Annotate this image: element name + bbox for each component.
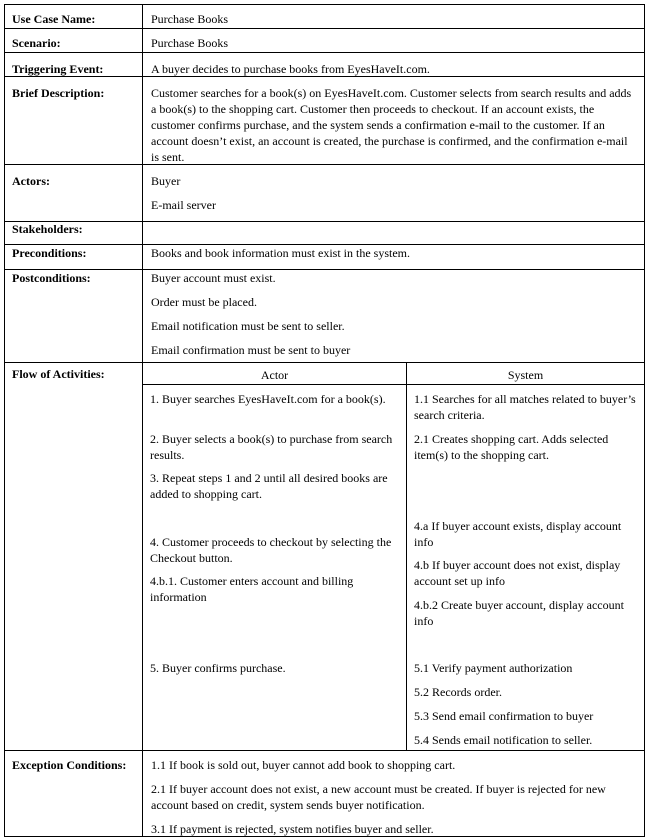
actors-label: Actors: bbox=[12, 174, 50, 188]
actor-item: Buyer bbox=[151, 174, 181, 188]
postcondition-item: Buyer account must exist. bbox=[151, 271, 276, 285]
flow-column-divider bbox=[406, 362, 407, 750]
triggering-event-value: A buyer decides to purchase books from EyesHaveIt.com. bbox=[151, 62, 430, 76]
flow-system-step: 5.3 Send email confirmation to buyer bbox=[414, 709, 594, 723]
flow-actor-step: 3. Repeat steps 1 and 2 until all desired books are added to shopping cart. bbox=[150, 471, 388, 501]
row-divider bbox=[5, 221, 644, 222]
flow-system-step: 4.b If buyer account does not exist, display account set up info bbox=[414, 558, 621, 588]
row-divider bbox=[5, 52, 644, 53]
brief-description-label: Brief Description: bbox=[12, 86, 105, 100]
flow-header-divider bbox=[142, 384, 644, 385]
use-case-table bbox=[4, 4, 645, 837]
flow-actor-step: 2. Buyer selects a book(s) to purchase from search results. bbox=[150, 432, 393, 462]
exception-item: 1.1 If book is sold out, buyer cannot add book to shopping cart. bbox=[151, 758, 456, 772]
flow-system-step: 5.1 Verify payment authorization bbox=[414, 661, 573, 675]
row-divider bbox=[5, 28, 644, 29]
exception-item: 3.1 If payment is rejected, system notifies buyer and seller. bbox=[151, 822, 434, 836]
exception-conditions-label: Exception Conditions: bbox=[12, 758, 127, 772]
postconditions-label: Postconditions: bbox=[12, 271, 91, 285]
scenario-value: Purchase Books bbox=[151, 36, 228, 50]
use-case-name-label: Use Case Name: bbox=[12, 12, 96, 26]
preconditions-value: Books and book information must exist in the system. bbox=[151, 246, 410, 260]
row-divider bbox=[5, 750, 644, 751]
flow-system-step: 4.b.2 Create buyer account, display account info bbox=[414, 598, 624, 628]
flow-actor-step: 5. Buyer confirms purchase. bbox=[150, 661, 286, 675]
flow-system-header: System bbox=[507, 368, 544, 382]
flow-of-activities-label: Flow of Activities: bbox=[12, 367, 105, 381]
flow-actor-step: 1. Buyer searches EyesHaveIt.com for a book(s). bbox=[150, 392, 386, 406]
flow-actor-step: 4.b.1. Customer enters account and billing information bbox=[150, 574, 354, 604]
use-case-name-value: Purchase Books bbox=[151, 12, 228, 26]
flow-system-step: 5.4 Sends email notification to seller. bbox=[414, 733, 593, 747]
postcondition-item: Email confirmation must be sent to buyer bbox=[151, 343, 351, 357]
flow-system-step: 4.a If buyer account exists, display account info bbox=[414, 519, 622, 549]
flow-actor-step: 4. Customer proceeds to checkout by selecting the Checkout button. bbox=[150, 535, 392, 565]
flow-system-step: 2.1 Creates shopping cart. Adds selected item(s) to the shopping cart. bbox=[414, 432, 609, 462]
brief-description-value: Customer searches for a book(s) on EyesHaveIt.com. Customer selects from search results and adds a book(s) to the shopping cart. Customer then proceeds to checkout. If an account exists, the customer confirms purchase, and the system sends a confirmation e-mail to the customer. If an account doesn’t exist, an account is created, the purchase is confirmed, and the confirmation e-mail is sent. bbox=[151, 86, 632, 164]
triggering-event-label: Triggering Event: bbox=[12, 62, 104, 76]
stakeholders-label: Stakeholders: bbox=[12, 222, 83, 236]
row-divider bbox=[5, 362, 644, 363]
scenario-label: Scenario: bbox=[12, 36, 61, 50]
column-divider bbox=[142, 5, 143, 836]
exception-item: 2.1 If buyer account does not exist, a new account must be created. If buyer is rejected for new account based on credit, system sends buyer notification. bbox=[151, 782, 606, 812]
flow-system-step: 5.2 Records order. bbox=[414, 685, 502, 699]
flow-actor-header: Actor bbox=[260, 368, 289, 382]
actor-item: E-mail server bbox=[151, 198, 216, 212]
postcondition-item: Email notification must be sent to seller. bbox=[151, 319, 345, 333]
preconditions-label: Preconditions: bbox=[12, 246, 87, 260]
flow-system-step: 1.1 Searches for all matches related to buyer’s search criteria. bbox=[414, 392, 636, 422]
postcondition-item: Order must be placed. bbox=[151, 295, 257, 309]
